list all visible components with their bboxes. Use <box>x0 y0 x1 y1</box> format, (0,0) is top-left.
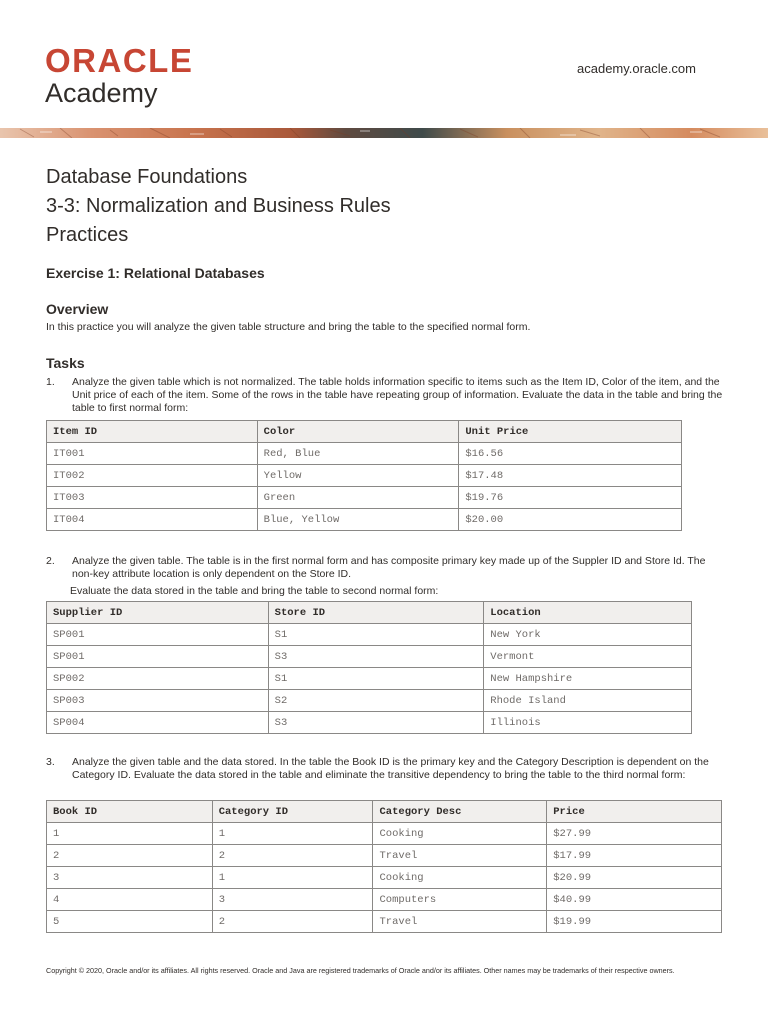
table-cell: Computers <box>373 889 547 911</box>
task-number: 2. <box>46 555 55 567</box>
table-row <box>47 487 682 509</box>
table-cell: New Hampshire <box>484 668 692 690</box>
table-cell: 2 <box>47 845 213 867</box>
column-header: Color <box>257 421 459 443</box>
table-cell: S2 <box>268 690 484 712</box>
title-line-2: 3-3: Normalization and Business Rules <box>46 195 391 217</box>
overview-heading: Overview <box>46 301 109 317</box>
table-cell: Illinois <box>484 712 692 734</box>
column-header: Category Desc <box>373 801 547 823</box>
document-title <box>46 163 391 250</box>
table-cell: SP001 <box>47 624 269 646</box>
task-item-3 <box>46 756 726 782</box>
tasks-heading: Tasks <box>46 355 85 371</box>
table-cell: Cooking <box>373 867 547 889</box>
table-cell: SP004 <box>47 712 269 734</box>
column-header: Category ID <box>212 801 373 823</box>
title-line-3: Practices <box>46 224 129 246</box>
table-row <box>47 509 682 531</box>
site-url: academy.oracle.com <box>577 61 696 76</box>
table-cell: IT002 <box>47 465 258 487</box>
column-header: Supplier ID <box>47 602 269 624</box>
table-cell: $17.99 <box>547 845 722 867</box>
oracle-academy-logo <box>45 44 193 108</box>
table-cell: S3 <box>268 646 484 668</box>
table-cell: SP001 <box>47 646 269 668</box>
table-books <box>46 800 722 933</box>
task-subtext: Evaluate the data stored in the table and bring the table to second normal form: <box>70 585 439 597</box>
table-cell: Travel <box>373 911 547 933</box>
table-cell: 1 <box>47 823 213 845</box>
table-header-row <box>47 602 692 624</box>
table-cell: $16.56 <box>459 443 682 465</box>
table-cell: IT001 <box>47 443 258 465</box>
column-header: Item ID <box>47 421 258 443</box>
table-cell: SP002 <box>47 668 269 690</box>
table-cell: $17.48 <box>459 465 682 487</box>
task-text: Analyze the given table and the data stored. In the table the Book ID is the primary key and the Category Description is dependent on the Category ID. Evaluate the data stored in the table and eliminate the transitive dependency to bring the table to the third normal form: <box>72 756 709 781</box>
logo-subtitle: Academy <box>45 78 158 108</box>
task-number: 1. <box>46 376 55 388</box>
copyright-footer: Copyright © 2020, Oracle and/or its affiliates. All rights reserved. Oracle and Java are registered trademarks of Oracle and/or its affiliates. Other names may be trademarks of their respective owners. <box>46 966 675 975</box>
table-cell: $27.99 <box>547 823 722 845</box>
decorative-banner <box>0 128 768 138</box>
task-item-1 <box>46 376 726 415</box>
task-item-2 <box>46 555 726 581</box>
table-cell: Cooking <box>373 823 547 845</box>
table-cell: $19.76 <box>459 487 682 509</box>
table-cell: Rhode Island <box>484 690 692 712</box>
table-row <box>47 712 692 734</box>
table-cell: 3 <box>212 889 373 911</box>
table-row <box>47 646 692 668</box>
table-row <box>47 889 722 911</box>
table-items <box>46 420 682 531</box>
table-suppliers <box>46 601 692 734</box>
column-header: Price <box>547 801 722 823</box>
column-header: Book ID <box>47 801 213 823</box>
table-cell: $20.99 <box>547 867 722 889</box>
table-cell: Blue, Yellow <box>257 509 459 531</box>
task-number: 3. <box>46 756 55 768</box>
table-cell: 1 <box>212 867 373 889</box>
logo-wordmark: ORACLE <box>45 42 194 79</box>
column-header: Store ID <box>268 602 484 624</box>
column-header: Unit Price <box>459 421 682 443</box>
table-cell: S3 <box>268 712 484 734</box>
title-line-1: Database Foundations <box>46 166 248 188</box>
table-row <box>47 690 692 712</box>
table-cell: Travel <box>373 845 547 867</box>
table-cell: 2 <box>212 911 373 933</box>
task-text: Analyze the given table which is not normalized. The table holds information specific to items such as the Item ID, Color of the item, and the Unit price of each of the item. Some of the rows in the table have repeating group of information. Evaluate the data in the table and bring the table to first normal form: <box>72 376 723 414</box>
table-cell: $19.99 <box>547 911 722 933</box>
column-header: Location <box>484 602 692 624</box>
table-row <box>47 911 722 933</box>
table-cell: Green <box>257 487 459 509</box>
table-cell: Vermont <box>484 646 692 668</box>
table-cell: IT003 <box>47 487 258 509</box>
overview-text: In this practice you will analyze the given table structure and bring the table to the specified normal form. <box>46 321 531 333</box>
table-cell: Red, Blue <box>257 443 459 465</box>
task-text: Analyze the given table. The table is in the first normal form and has composite primary key made up of the Suppler ID and Store Id. The non-key attribute location is only dependent on the Store ID. <box>72 555 706 580</box>
table-row <box>47 443 682 465</box>
table-cell: 2 <box>212 845 373 867</box>
table-row <box>47 668 692 690</box>
table-cell: Yellow <box>257 465 459 487</box>
table-cell: S1 <box>268 668 484 690</box>
table-header-row <box>47 801 722 823</box>
table-cell: SP003 <box>47 690 269 712</box>
table-cell: New York <box>484 624 692 646</box>
table-row <box>47 624 692 646</box>
table-cell: $20.00 <box>459 509 682 531</box>
table-row <box>47 465 682 487</box>
table-header-row <box>47 421 682 443</box>
table-cell: $40.99 <box>547 889 722 911</box>
table-row <box>47 823 722 845</box>
table-cell: S1 <box>268 624 484 646</box>
exercise-heading: Exercise 1: Relational Databases <box>46 265 265 281</box>
table-cell: 3 <box>47 867 213 889</box>
table-cell: 4 <box>47 889 213 911</box>
table-cell: 5 <box>47 911 213 933</box>
table-row <box>47 867 722 889</box>
table-cell: IT004 <box>47 509 258 531</box>
table-cell: 1 <box>212 823 373 845</box>
table-row <box>47 845 722 867</box>
